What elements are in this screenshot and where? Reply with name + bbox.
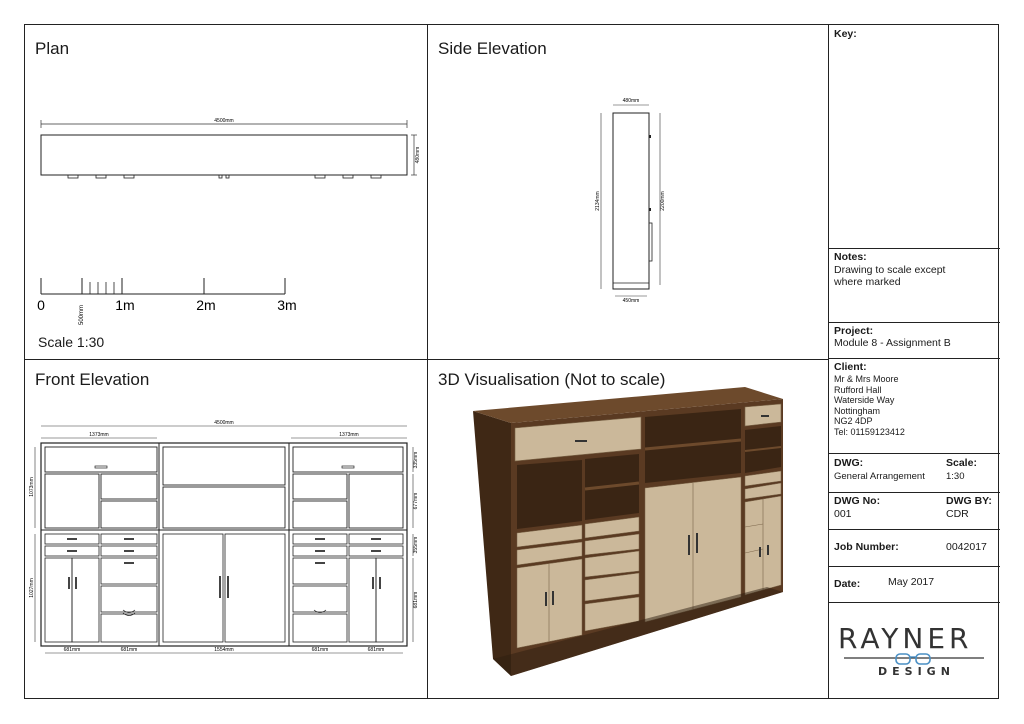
side-height-right-label: 2200mm [660, 191, 666, 211]
key-label: Key: [834, 28, 857, 40]
front-overall-label: 4500mm [214, 420, 234, 426]
date-label: Date: [834, 578, 861, 590]
drawing-sheet [24, 24, 999, 699]
scale-tick-1: 1m [115, 297, 135, 313]
front-left-unit-label: 1373mm [89, 432, 109, 438]
front-upper-height-label: 677mm [413, 492, 419, 510]
front-bottom-label-3: 1554mm [214, 647, 234, 653]
visualisation-panel [427, 359, 828, 700]
client-line: Tel: 01159123412 [834, 426, 905, 437]
front-bottom-label-5: 681mm [367, 647, 385, 653]
job-number-value: 0042017 [946, 541, 987, 553]
client-line: Nottingham [834, 405, 881, 416]
dwg-by-label: DWG BY: [946, 495, 992, 507]
client-line: Waterside Way [834, 395, 895, 405]
client-address [834, 374, 905, 437]
dwg-no-value: 001 [834, 508, 852, 520]
side-elevation-panel [427, 25, 828, 359]
plan-title: Plan [35, 39, 70, 58]
front-bottom-label-2: 681mm [120, 647, 138, 653]
side-height-left-label: 2134mm [595, 191, 601, 211]
project-value: Module 8 - Assignment B [834, 337, 951, 349]
scale-value: 1:30 [946, 471, 965, 482]
client-line: Mr & Mrs Moore [834, 374, 899, 384]
scale-tick-2: 2m [196, 297, 216, 313]
plan-drawing [25, 25, 427, 359]
plan-depth-label: 480mm [415, 146, 421, 164]
logo-name: RAYNER [838, 622, 973, 655]
visualisation-title: 3D Visualisation (Not to scale) [438, 370, 666, 389]
front-right-unit-label: 1373mm [339, 432, 359, 438]
front-top-height-label: 335mm [413, 451, 419, 469]
notes-label: Notes: [834, 251, 867, 263]
cabinet-3d-render [427, 359, 828, 700]
dwg-value: General Arrangement [834, 471, 925, 482]
side-outline [613, 113, 649, 289]
front-outline [41, 443, 407, 646]
dwg-by-value: CDR [946, 508, 969, 520]
front-left-upper-side-label: 1073mm [29, 477, 35, 497]
front-lower-left-label: 1027mm [29, 578, 35, 598]
front-bottom-label-1: 681mm [63, 647, 81, 653]
plan-scale-text: Scale 1:30 [38, 334, 105, 350]
scale-label: Scale: [946, 457, 977, 469]
front-lower-right-label: 681mm [413, 591, 419, 609]
client-line: Rufford Hall [834, 384, 882, 395]
front-mid-height-label: 355mm [413, 536, 419, 554]
title-block [828, 25, 1000, 700]
scale-tick-0: 0 [37, 297, 45, 313]
project-label: Project: [834, 325, 874, 337]
notes-text-2: where marked [834, 276, 901, 288]
client-label: Client: [834, 361, 867, 373]
front-elevation-drawing [25, 359, 427, 700]
plan-width-label: 4500mm [214, 118, 234, 124]
side-bottom-label: 450mm [622, 298, 640, 304]
job-number-label: Job Number: [834, 541, 899, 553]
dwg-no-label: DWG No: [834, 495, 881, 507]
notes-text-1: Drawing to scale except [834, 264, 946, 276]
scale-sub-label: 500mm [79, 304, 85, 326]
scale-tick-3: 3m [277, 297, 297, 313]
client-line: NG2 4DP [834, 416, 873, 426]
logo-sub: DESIGN [878, 665, 955, 678]
side-elevation-title: Side Elevation [438, 39, 547, 58]
front-bottom-label-4: 681mm [311, 647, 329, 653]
dwg-label: DWG: [834, 457, 864, 469]
side-elevation-drawing [427, 25, 828, 359]
front-elevation-panel [25, 359, 427, 700]
date-value: May 2017 [888, 576, 935, 588]
plan-panel [25, 25, 427, 359]
front-elevation-title: Front Elevation [35, 370, 150, 389]
side-top-label: 480mm [622, 98, 640, 104]
plan-outline [41, 135, 407, 175]
